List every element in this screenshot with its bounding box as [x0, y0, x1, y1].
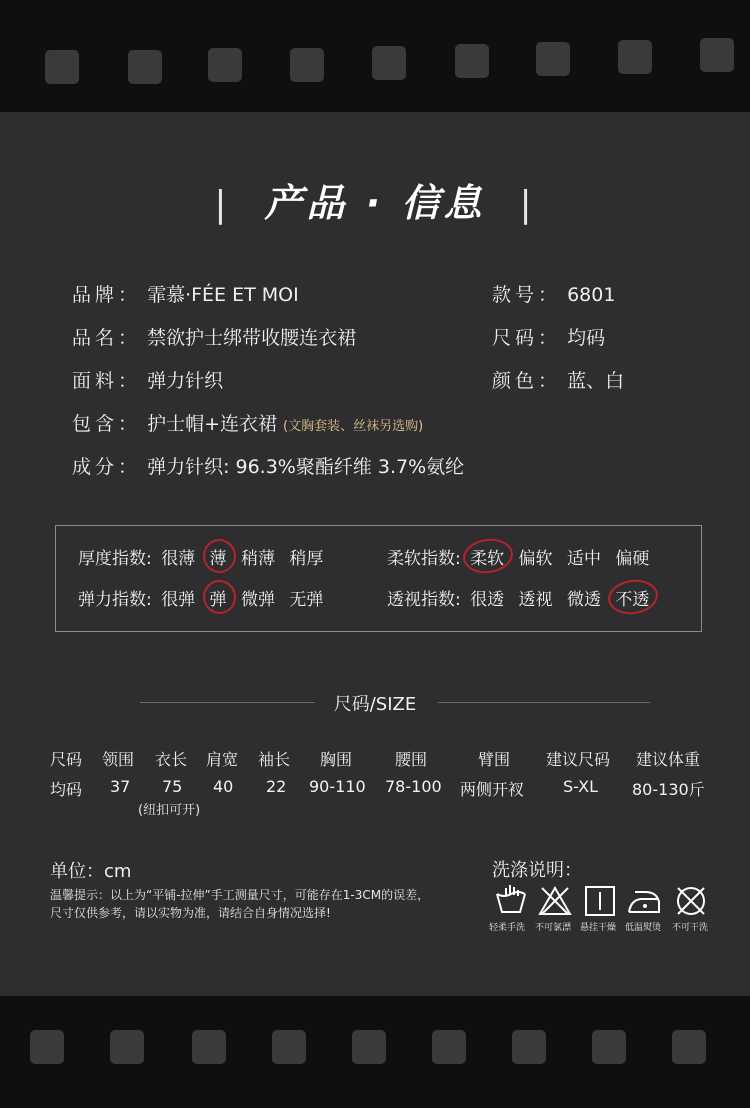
film-hole	[618, 40, 652, 74]
fabric-index-box	[55, 525, 702, 632]
film-hole	[352, 1030, 386, 1064]
film-hole	[272, 1030, 306, 1064]
hang-dry-icon	[583, 884, 617, 918]
table-header: 建议尺码	[546, 750, 611, 769]
tip-line-2: 尺寸仅供参考，请以实物为准，请结合自身情况选择!	[50, 906, 331, 920]
thickness-index: 厚度指数: 很薄 薄 稍薄 稍厚	[78, 544, 332, 569]
table-cell: 22	[266, 777, 287, 796]
film-hole	[672, 1030, 706, 1064]
table-header: 尺码	[50, 750, 83, 769]
film-hole	[110, 1030, 144, 1064]
film-hole	[432, 1030, 466, 1064]
table-header: 肩宽	[206, 750, 239, 769]
table-header: 袖长	[258, 750, 291, 769]
film-hole	[45, 50, 79, 84]
wash-label: 悬挂干燥	[580, 923, 617, 933]
film-hole	[512, 1030, 546, 1064]
film-hole	[128, 50, 162, 84]
table-cell: 37	[110, 777, 131, 796]
selected-circle: 弹	[210, 585, 227, 610]
contents-row: 包含： 护士帽+连衣裙 (文胸套装、丝袜另选购)	[72, 413, 424, 435]
length-note: (纽扣可开)	[138, 803, 201, 818]
film-strip-bottom	[0, 996, 750, 1108]
selected-circle: 柔软	[470, 544, 504, 569]
film-hole	[700, 38, 734, 72]
table-header: 领围	[102, 750, 135, 769]
no-dry-clean-icon	[674, 884, 708, 918]
table-header: 臂围	[478, 750, 511, 769]
film-hole	[208, 48, 242, 82]
film-hole	[30, 1030, 64, 1064]
film-hole	[290, 48, 324, 82]
no-bleach-icon	[538, 884, 572, 918]
name-row: 品名： 禁欲护士绑带收腰连衣裙	[72, 327, 357, 349]
size-row: 尺码： 均码	[492, 327, 606, 349]
table-header: 衣长	[155, 750, 188, 769]
selected-circle: 薄	[210, 544, 227, 569]
page-title: | 产品 · 信息 |	[214, 181, 536, 225]
elasticity-index: 弹力指数: 很弹 弹 微弹 无弹	[78, 585, 332, 610]
film-hole	[455, 44, 489, 78]
softness-index: 柔软指数: 柔软 偏软 适中 偏硬	[387, 544, 658, 569]
tip-line-1: 温馨提示：以上为“平铺-拉伸”手工测量尺寸，可能存在1-3CM的误差，	[50, 888, 430, 902]
table-cell: 90-110	[309, 777, 366, 796]
hand-wash-icon	[494, 882, 528, 916]
table-header: 胸围	[320, 750, 353, 769]
film-hole	[536, 42, 570, 76]
film-strip-top	[0, 0, 750, 112]
wash-label: 轻柔手洗	[489, 923, 526, 933]
table-cell: 80-130斤	[632, 780, 705, 799]
composition-row: 成分： 弹力针织: 96.3%聚酯纤维 3.7%氨纶	[72, 456, 465, 478]
fabric-row: 面料： 弹力针织	[72, 370, 224, 392]
color-row: 颜色： 蓝、白	[492, 370, 625, 392]
brand-row: 品牌： 霏慕·FÉE ET MOI	[72, 284, 299, 306]
contents-note: (文胸套装、丝袜另选购)	[283, 419, 424, 434]
low-iron-icon	[627, 886, 661, 920]
film-hole	[372, 46, 406, 80]
film-hole	[192, 1030, 226, 1064]
unit-label: 单位：cm	[50, 861, 132, 882]
selected-circle: 不透	[615, 585, 649, 610]
title-text: 产品 · 信息	[264, 181, 486, 225]
table-cell: 78-100	[385, 777, 442, 796]
size-heading-text: 尺码/SIZE	[333, 694, 417, 715]
wash-label: 不可干洗	[672, 923, 709, 933]
size-heading	[0, 690, 750, 714]
table-header: 腰围	[395, 750, 428, 769]
table-cell: 75	[162, 777, 183, 796]
table-cell: 40	[213, 777, 234, 796]
table-cell: S-XL	[563, 777, 599, 796]
wash-title: 洗涤说明：	[492, 860, 582, 881]
wash-label: 低温熨烫	[625, 923, 662, 933]
film-hole	[592, 1030, 626, 1064]
style-row: 款号： 6801	[492, 284, 616, 306]
table-header: 建议体重	[636, 750, 701, 769]
table-cell: 均码	[50, 780, 83, 799]
wash-label: 不可氯漂	[535, 923, 572, 933]
table-cell: 两侧开衩	[460, 780, 525, 799]
transparency-index: 透视指数: 很透 透视 微透 不透	[387, 585, 658, 610]
